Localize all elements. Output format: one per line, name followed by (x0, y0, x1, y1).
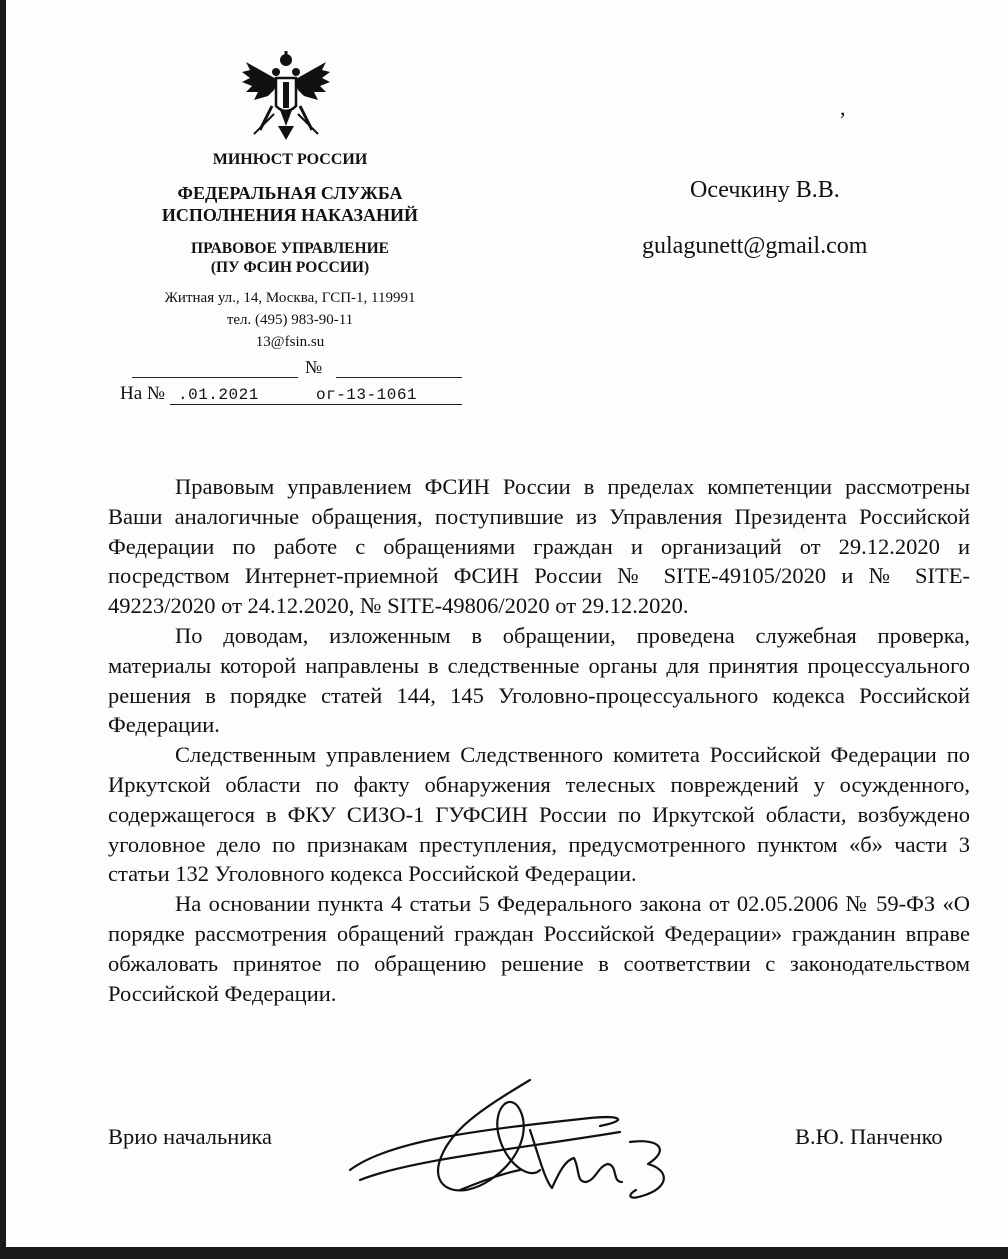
outgoing-number-sign: № (305, 357, 323, 377)
sender-email: 13@fsin.su (255, 334, 325, 350)
handwritten-signature (330, 1070, 690, 1220)
recipient-email: gulagunett@gmail.com (642, 233, 868, 259)
sender-address: Житная ул., 14, Москва, ГСП-1, 119991 (164, 290, 416, 306)
signatory-position: Врио начальника (108, 1124, 272, 1149)
department-name: ПРАВОВОЕ УПРАВЛЕНИЕ (ПУ ФСИН РОССИИ) (191, 240, 389, 276)
paragraph: Следственным управлением Следственного комитета Российской Федерации по Иркутской области по факту обнаружения телесных повреждений у осужденного, содержащегося в ФКУ СИЗО-1 ГУФСИН России по Иркутской области, возбуждено уголовное дело по признакам преступления, предусмотренного пунктом «б» части 3 статьи 132 Уголовного кодекса Российской Федерации. (108, 742, 970, 887)
stray-mark: , (840, 95, 846, 120)
paragraph: По доводам, изложенным в обращении, проведена служебная проверка, материалы которой направлены в следственные органы для принятия процессуального решения в порядке статей 144, 145 Уголовно-процессуального кодекса Российской Федерации. (108, 622, 970, 738)
reference-number: ог-13-1061 (316, 386, 418, 404)
recipient-name: Осечкину В.В. (690, 177, 840, 203)
outgoing-date-line (132, 377, 298, 378)
reference-label: На № (120, 383, 166, 404)
ministry-name: МИНЮСТ РОССИИ (212, 151, 368, 168)
reference-date: .01.2021 (178, 386, 259, 404)
scan-frame-bottom (0, 1247, 1008, 1259)
fsin-emblem-icon (238, 50, 334, 142)
sender-phone: тел. (495) 983-90-11 (226, 312, 354, 328)
scan-frame-left (0, 0, 6, 1259)
outgoing-number-line (336, 377, 462, 378)
letter-body (108, 472, 970, 1008)
service-name: ФЕДЕРАЛЬНАЯ СЛУЖБА ИСПОЛНЕНИЯ НАКАЗАНИЙ (161, 183, 419, 225)
signatory-name: В.Ю. Панченко (795, 1124, 943, 1149)
reference-line (170, 404, 462, 405)
paragraph: Правовым управлением ФСИН России в пределах компетенции рассмотрены Ваши аналогичные обращения, поступившие из Управления Президента Российской Федерации по работе с обращениями граждан и организаций от 29.12.2020 и посредством Интернет-приемной ФСИН России № SITE-49105/2020 и № SITE-49223/2020 от 24.12.2020, № SITE-49806/2020 от 29.12.2020. (108, 474, 970, 619)
paragraph: На основании пункта 4 статьи 5 Федерального закона от 02.05.2006 № 59-ФЗ «О порядке рассмотрения обращений граждан Российской Федерации» гражданин вправе обжаловать принятое по обращению решение в соответствии с законодательством Российской Федерации. (108, 891, 970, 1006)
